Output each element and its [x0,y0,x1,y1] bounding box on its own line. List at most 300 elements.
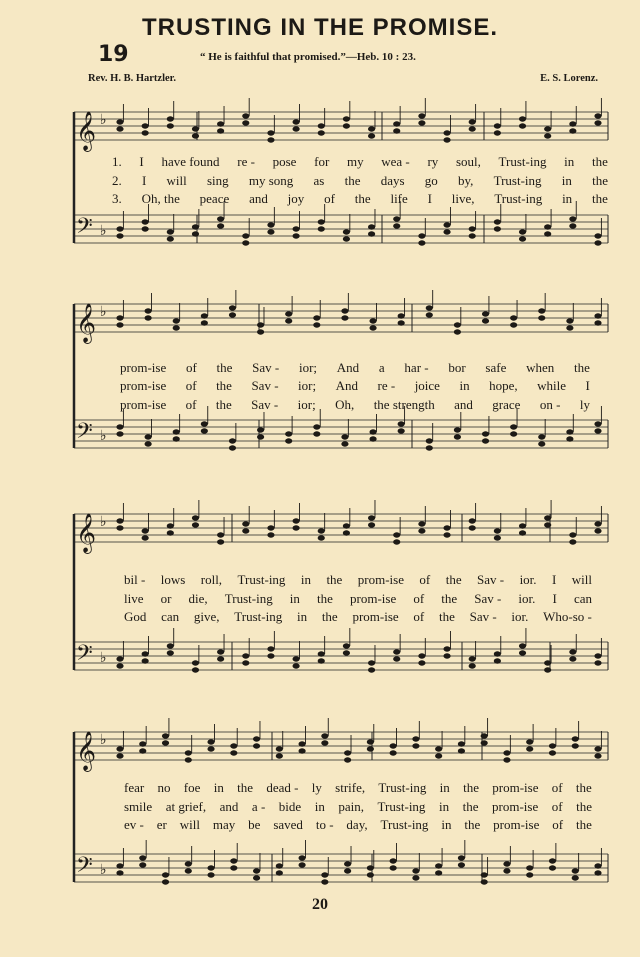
lyric-syllable: Trust-ing [377,799,426,814]
note-head [139,855,146,860]
note-head [162,872,169,877]
lyric-syllable: the [438,609,455,624]
lyric-syllable: in [439,780,450,795]
note-head [418,233,425,238]
note-head [494,130,501,135]
note-head [267,532,274,537]
note-head [569,656,576,661]
note-head [207,865,214,870]
lyric-line-verse-1 [112,780,592,796]
note-head [217,216,224,221]
note-head [494,528,501,533]
note-head [569,223,576,228]
note-head [313,424,320,429]
lyric-syllable: on - [539,397,561,412]
note-head [367,746,374,751]
note-head [167,523,174,528]
lyric-syllable: pose [272,154,297,169]
lyric-syllable: er [156,817,167,832]
lyric-syllable: ior; [298,378,317,393]
note-head [318,535,325,540]
note-head [318,528,325,533]
note-head [443,525,450,530]
note-head [229,445,236,450]
note-head [412,736,419,741]
note-head [594,528,601,533]
bass-clef-icon: 𝄢 [76,419,93,449]
lyric-syllable: give, [193,609,220,624]
note-head [318,219,325,224]
lyric-syllable: And [335,378,358,393]
lyric-syllable: I [427,191,432,206]
note-head [242,660,249,665]
lyric-syllable: ev - [124,817,144,832]
note-head [418,660,425,665]
lyric-syllable: the [592,191,608,206]
note-head [569,649,576,654]
note-head [230,858,237,863]
note-head [435,746,442,751]
note-head [267,130,274,135]
note-head [519,523,526,528]
note-head [242,113,249,118]
lyric-line-verse-3 [112,397,590,413]
lyric-syllable: in [561,173,572,188]
lyric-syllable: the [216,360,233,375]
lyric-syllable: Oh, [335,397,355,412]
note-head [192,660,199,665]
scripture-epigraph: “ He is faithful that promised.”—Heb. 10 : 23. [200,51,416,63]
lyric-syllable: ior; [297,397,316,412]
note-head [549,865,556,870]
lyric-syllable: Sav - [477,572,505,587]
lyric-syllable: ry [427,154,439,169]
lyric-syllable: by, [457,173,474,188]
lyric-syllable: can [161,609,180,624]
note-head [162,740,169,745]
note-head [519,116,526,121]
note-head [173,318,180,323]
treble-clef-icon: 𝄞 [76,303,97,343]
lyric-syllable: Sav - [251,397,279,412]
lyric-syllable: of [185,397,197,412]
note-head [341,441,348,446]
note-head [267,222,274,227]
note-head [526,865,533,870]
note-head [594,521,601,526]
note-head [341,308,348,313]
note-head [344,757,351,762]
note-head [526,872,533,877]
note-head [594,428,601,433]
note-head [569,216,576,221]
lyric-syllable: of [551,780,563,795]
note-head [538,315,545,320]
lyric-syllable: I [551,572,557,587]
note-head [549,750,556,755]
lyric-syllable: in [459,378,470,393]
note-head [594,233,601,238]
flat-sign-icon: ♭ [100,223,107,239]
note-head [116,424,123,429]
note-head [285,311,292,316]
lyric-syllable: smile [124,799,153,814]
lyric-syllable: dead - [266,780,299,795]
note-head [142,528,149,533]
note-head [116,518,123,523]
bass-staff [74,201,608,246]
lyric-syllable: of [413,609,425,624]
note-head [566,325,573,330]
note-head [267,229,274,234]
note-head [594,870,601,875]
note-head [139,748,146,753]
lyric-syllable: the [576,799,592,814]
note-head [116,315,123,320]
note-head [217,649,224,654]
lyric-syllable: saved [273,817,303,832]
note-head [390,750,397,755]
note-head [572,736,579,741]
note-head [321,879,328,884]
note-head [321,733,328,738]
note-head [443,653,450,658]
treble-clef-icon: 𝄞 [76,731,97,771]
lyric-syllable: roll, [200,572,223,587]
note-head [454,427,461,432]
lyric-syllable: Sav - [469,609,497,624]
music-system-2 [72,302,608,452]
note-head [343,530,350,535]
note-head [167,123,174,128]
lyric-syllable: ior. [519,572,537,587]
note-head [544,667,551,672]
lyric-syllable: will [179,817,200,832]
note-head [207,746,214,751]
note-head [594,660,601,665]
note-head [167,236,174,241]
note-head [569,532,576,537]
lyric-syllable: of [324,191,335,206]
lyric-syllable: the [216,378,232,393]
note-head [443,130,450,135]
flat-sign-icon: ♭ [100,514,107,530]
note-head [298,748,305,753]
note-head [418,521,425,526]
note-head [201,313,208,318]
lyric-line-verse-2 [112,591,592,607]
note-head [321,740,328,745]
note-head [318,123,325,128]
treble-staff [74,98,608,152]
lyric-line-verse-3 [112,817,592,833]
note-head [167,530,174,535]
lyric-syllable: I [552,591,557,606]
flat-sign-icon: ♭ [100,862,107,878]
lyric-syllable: I [585,378,590,393]
note-head [257,427,264,432]
lyric-syllable: the [215,397,232,412]
lyric-syllable: Who-so - [543,609,592,624]
lyric-syllable: Trust-ing [378,780,427,795]
note-head [544,126,551,131]
note-head [344,861,351,866]
note-head [341,434,348,439]
note-head [398,313,405,318]
note-head [242,120,249,125]
note-head [426,438,433,443]
note-head [594,746,601,751]
note-head [267,137,274,142]
note-head [443,222,450,227]
note-head [116,233,123,238]
note-head [229,305,236,310]
note-head [293,518,300,523]
note-head [458,741,465,746]
note-head [285,431,292,436]
note-head [173,429,180,434]
treble-staff [74,290,608,344]
note-head [318,226,325,231]
note-head [435,870,442,875]
note-head [276,870,283,875]
flat-sign-icon: ♭ [100,112,107,128]
note-head [230,750,237,755]
lyric-syllable: will [166,173,187,188]
lyric-syllable: will [571,572,592,587]
lyric-syllable: prom-ise [350,591,397,606]
bass-staff [74,628,608,673]
note-head [482,438,489,443]
note-head [142,219,149,224]
treble-clef-icon: 𝄞 [76,513,97,553]
lyric-syllable: re - [377,378,396,393]
note-head [367,872,374,877]
lyric-syllable: in [441,817,452,832]
lyric-syllable: be [248,817,261,832]
note-head [293,126,300,131]
lyric-line-verse-3 [112,609,592,625]
note-head [341,315,348,320]
lyric-syllable: the [237,780,254,795]
note-head [318,130,325,135]
note-head [116,656,123,661]
note-head [538,308,545,313]
lyric-syllable: in [300,572,311,587]
note-head [253,868,260,873]
note-head [368,133,375,138]
music-staves [72,302,608,452]
note-head [572,743,579,748]
note-head [443,229,450,234]
note-head [510,431,517,436]
note-head [145,315,152,320]
lyric-syllable: har - [404,360,429,375]
note-head [594,863,601,868]
lyric-syllable: 2. [112,173,122,188]
treble-clef-icon: 𝄞 [76,111,97,151]
lyric-syllable: the [462,799,479,814]
lyric-syllable: the [591,154,608,169]
lyric-syllable: 3. [112,191,122,206]
note-head [343,236,350,241]
note-head [116,753,123,758]
note-head [503,861,510,866]
note-head [185,750,192,755]
note-head [242,653,249,658]
note-head [482,311,489,316]
note-head [116,663,123,668]
note-head [162,733,169,738]
note-head [116,431,123,436]
lyric-syllable: my song [248,173,294,188]
note-head [594,120,601,125]
note-head [293,656,300,661]
note-head [526,746,533,751]
lyric-syllable: no [157,780,171,795]
lyric-syllable: God [124,609,147,624]
note-head [242,240,249,245]
lyric-syllable: of [413,591,425,606]
note-head [519,229,526,234]
note-head [201,320,208,325]
note-head [494,651,501,656]
note-head [142,535,149,540]
lyric-syllable: Trust-ing [494,191,543,206]
note-head [481,740,488,745]
note-head [519,650,526,655]
note-head [230,865,237,870]
note-head [116,126,123,131]
note-head [142,226,149,231]
note-head [167,116,174,121]
note-head [367,739,374,744]
note-head [229,312,236,317]
note-head [544,522,551,527]
note-head [443,532,450,537]
note-head [393,656,400,661]
note-head [426,312,433,317]
note-head [426,445,433,450]
note-head [298,855,305,860]
note-head [367,865,374,870]
lyric-syllable: Trust-ing [493,173,542,188]
note-head [544,224,551,229]
note-head [412,868,419,873]
lyric-syllable: And [336,360,360,375]
flat-sign-icon: ♭ [100,428,107,444]
note-head [343,523,350,528]
lyric-syllable: life [390,191,408,206]
note-head [343,123,350,128]
note-head [566,436,573,441]
lyric-syllable: bide [278,799,302,814]
lyric-syllable: the [575,817,592,832]
flat-sign-icon: ♭ [100,732,107,748]
note-head [253,736,260,741]
note-head [544,660,551,665]
note-head [544,133,551,138]
note-head [293,226,300,231]
note-head [142,658,149,663]
note-head [344,750,351,755]
note-head [572,875,579,880]
note-head [368,126,375,131]
lyric-line-verse-1 [112,154,608,170]
note-head [321,872,328,877]
note-head [217,656,224,661]
note-head [142,651,149,656]
lyric-line-verse-1 [112,572,592,588]
lyric-syllable: joice [414,378,440,393]
lyric-syllable: prom-ise [357,572,404,587]
note-head [458,862,465,867]
note-head [594,753,601,758]
note-head [393,649,400,654]
note-head [207,872,214,877]
note-head [293,663,300,668]
lyric-syllable: Trust-ing [224,591,273,606]
lyric-line-verse-3 [112,191,608,207]
note-head [519,236,526,241]
note-head [293,233,300,238]
note-head [293,525,300,530]
note-head [257,322,264,327]
lyric-syllable: Sav - [474,591,502,606]
note-head [318,651,325,656]
note-head [142,130,149,135]
music-system-3 [72,512,608,671]
note-head [594,113,601,118]
note-head [526,739,533,744]
note-head [418,240,425,245]
note-head [229,438,236,443]
note-head [418,113,425,118]
note-head [481,879,488,884]
note-head [116,863,123,868]
lyric-syllable: the strength [373,397,435,412]
lyric-syllable: foe [183,780,201,795]
note-head [503,757,510,762]
note-head [192,667,199,672]
lyric-syllable: the [574,360,590,375]
lyric-syllable: live, [451,191,475,206]
lyric-line-verse-2 [112,173,608,189]
lyricist-credit: Rev. H. B. Hartzler. [88,73,176,84]
treble-staff [74,500,608,554]
note-head [242,528,249,533]
note-head [344,868,351,873]
note-head [469,233,476,238]
flat-sign-icon: ♭ [100,650,107,666]
note-head [443,137,450,142]
note-head [253,875,260,880]
lyric-syllable: of [185,378,197,393]
note-head [185,868,192,873]
note-head [481,733,488,738]
note-head [594,240,601,245]
note-head [569,128,576,133]
note-head [443,646,450,651]
note-head [482,431,489,436]
lyric-syllable: when [526,360,555,375]
note-head [435,863,442,868]
note-head [454,329,461,334]
note-head [173,325,180,330]
note-head [481,872,488,877]
note-head [435,753,442,758]
lyric-syllable: the [445,572,462,587]
